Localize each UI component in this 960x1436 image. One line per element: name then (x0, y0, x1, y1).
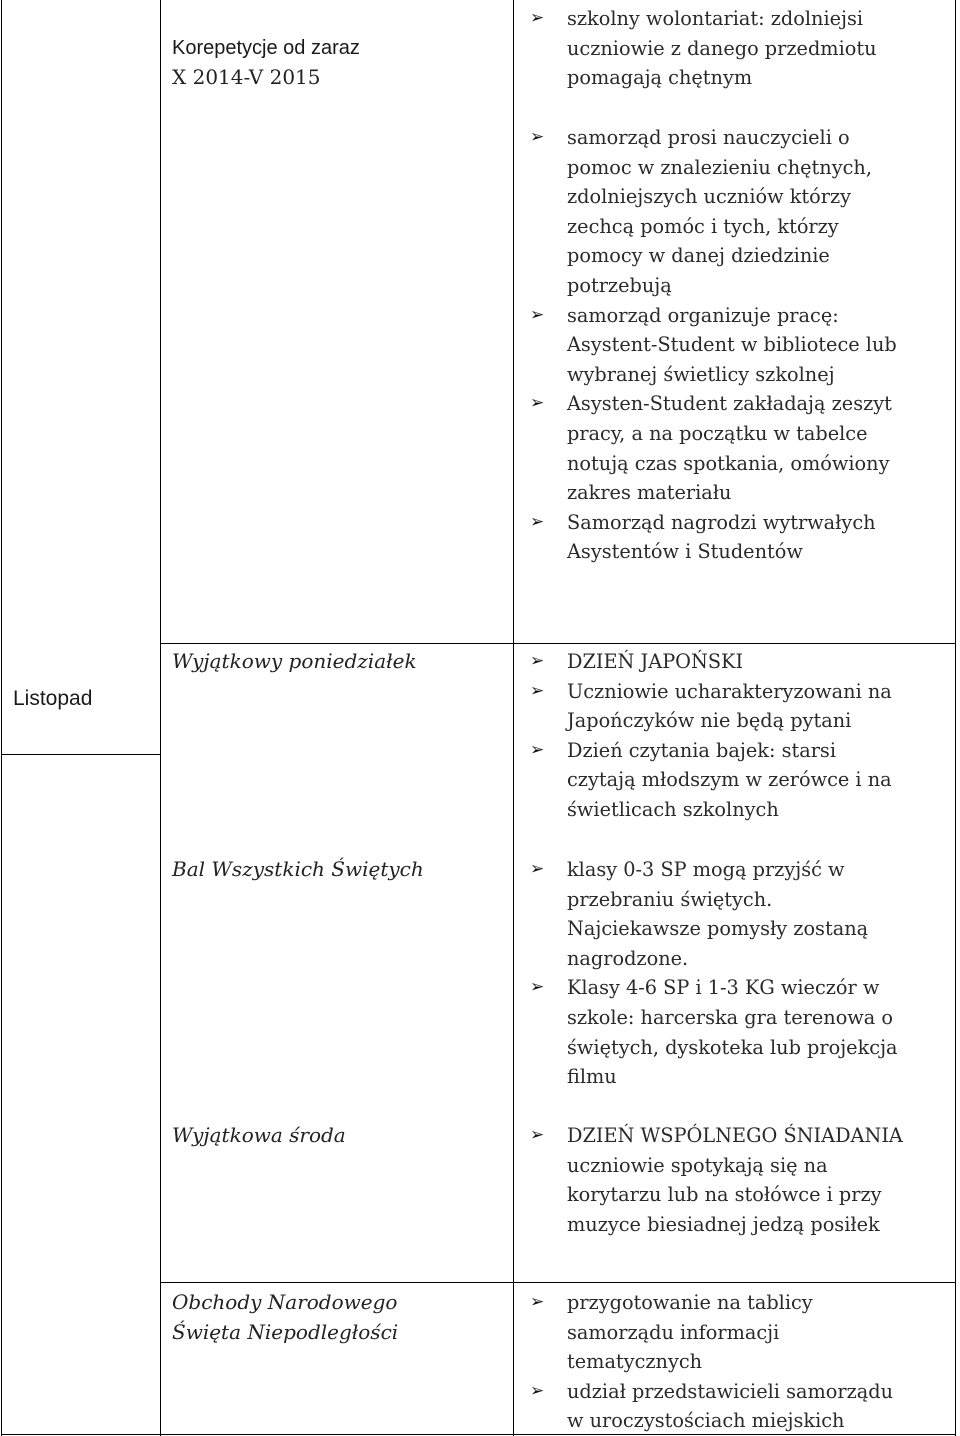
arrow-bullet-icon: ➢ (530, 511, 545, 532)
list-item: ➢ udział przedstawicieli samorządu w uroczystościach miejskich (530, 1377, 950, 1436)
list-item: ➢ Dzień czytania bajek: starsi czytają młodszym w zerówce i na świetlicach szkolnych (530, 736, 950, 825)
list-item: ➢ przygotowanie na tablicy samorządu informacji tematycznych (530, 1288, 950, 1377)
table-border-right (955, 0, 956, 1436)
arrow-bullet-icon: ➢ (530, 859, 545, 879)
arrow-bullet-icon: ➢ (530, 1292, 545, 1312)
list-item: ➢ szkolny wolontariat: zdolniejsi uczniowie z danego przedmiotu pomagają chętnym (530, 4, 950, 93)
arrow-bullet-icon: ➢ (530, 393, 545, 414)
arrow-bullet-icon: ➢ (530, 8, 545, 28)
arrow-bullet-icon: ➢ (530, 1125, 545, 1145)
list-item: ➢ Asysten-Student zakładają zeszyt pracy, a na początku w tabelce notują czas spotkania, omówiony zakres materiału (530, 389, 950, 507)
list-item: ➢ klasy 0-3 SP mogą przyjść w przebraniu świętych. Najciekawsze pomysły zostaną nagrodzone. (530, 855, 950, 973)
activities-wyjatkowa-sroda (530, 1121, 950, 1239)
arrow-bullet-icon: ➢ (530, 739, 545, 760)
row-divider-3 (160, 1282, 956, 1283)
column-divider-2 (513, 0, 514, 1436)
event-title-wyjatkowa-sroda: Wyjątkowa środa (172, 1123, 346, 1147)
activities-korepetycje-b (530, 123, 950, 567)
event-date-range: X 2014-V 2015 (172, 65, 321, 89)
event-cell-korepetycje (172, 34, 507, 92)
list-item: ➢ samorząd prosi nauczycieli o pomoc w znalezieniu chętnych, zdolniejszych uczniów którzy zechcą pomóc i tych, którzy pomocy w danej dziedzinie potrzebują (530, 123, 950, 301)
activities-obchody (530, 1288, 950, 1436)
row-divider-1 (160, 643, 956, 644)
activities-bal-wszystkich-swietych (530, 855, 950, 1092)
arrow-bullet-icon: ➢ (530, 680, 545, 701)
arrow-bullet-icon: ➢ (530, 1380, 545, 1401)
event-title-wyjatkowy-poniedzialek: Wyjątkowy poniedziałek (172, 649, 417, 673)
row-divider-2 (1, 754, 161, 755)
event-title-obchody: Obchody Narodowego Święta Niepodległości (172, 1290, 399, 1344)
event-title: Korepetycje od zaraz (172, 37, 360, 59)
activities-korepetycje-a (530, 4, 950, 93)
activities-wyjatkowy-poniedzialek (530, 647, 950, 825)
table-border-left (1, 0, 2, 1436)
list-item: ➢ samorząd organizuje pracę: Asystent-Student w bibliotece lub wybranej świetlicy szkolnej (530, 301, 950, 390)
arrow-bullet-icon: ➢ (530, 304, 545, 325)
list-item: ➢ Uczniowie ucharakteryzowani na Japończyków nie będą pytani (530, 677, 950, 736)
column-divider-1 (160, 0, 161, 1436)
event-title-bal-wszystkich-swietych: Bal Wszystkich Świętych (172, 857, 424, 881)
arrow-bullet-icon: ➢ (530, 127, 545, 147)
month-label: Listopad (13, 687, 93, 710)
list-item: ➢ DZIEŃ WSPÓLNEGO ŚNIADANIA uczniowie spotykają się na korytarzu lub na stołówce i przy muzyce biesiadnej jedzą posiłek (530, 1121, 950, 1239)
list-item: ➢ DZIEŃ JAPOŃSKI (530, 647, 950, 677)
list-item: ➢ Samorząd nagrodzi wytrwałych Asystentów i Studentów (530, 508, 950, 567)
arrow-bullet-icon: ➢ (530, 651, 545, 671)
arrow-bullet-icon: ➢ (530, 977, 545, 998)
list-item: ➢ Klasy 4-6 SP i 1-3 KG wieczór w szkole: harcerska gra terenowa o świętych, dyskoteka lub projekcja filmu (530, 973, 950, 1091)
